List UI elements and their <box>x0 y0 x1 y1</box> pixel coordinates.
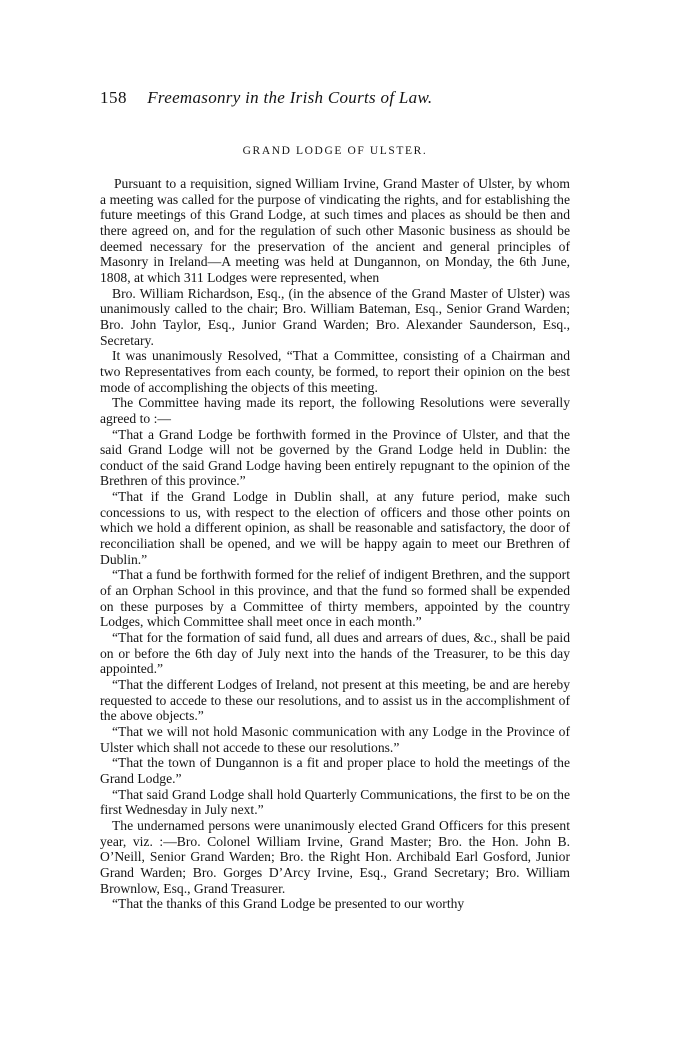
paragraph-requisition: Pursuant to a requisition, signed William Irvine, Grand Master of Ulster, by whom a meeting was called for the purpose of vindicating the rights, and for establishing the future meetings of this Grand Lodge, at such times and places as should be then and there agreed on, and for the regulation of such other Masonic business as should be deemed necessary for the preservation of the ancient and general principles of Masonry in Ireland—A meeting was held at Dungannon, on Monday, the 6th June, 1808, at which 311 Lodges were represented, when <box>100 176 570 285</box>
page-header <box>100 88 570 114</box>
paragraph-grand-officers: The undernamed persons were unanimously elected Grand Officers for this present year, viz. :—Bro. Colonel William Irvine, Grand Master; Bro. the Hon. John B. O’Neill, Senior Grand Warden; Bro. the Right Hon. Archibald Earl Gosford, Junior Grand Warden; Bro. Gorges D’Arcy Irvine, Esq., Grand Secretary; Bro. William Brownlow, Esq., Grand Treasurer. <box>100 817 570 896</box>
paragraph-thanks: “That the thanks of this Grand Lodge be presented to our worthy <box>112 896 465 912</box>
resolution-relief-fund: “That a fund be forthwith formed for the relief of indigent Brethren, and the support of an Orphan School in this province, and that the fund so formed shall be expended on these purposes by a Committee of thirty members, appointed by the country Lodges, which Committee shall meet once in each month.” <box>100 567 570 630</box>
paragraph-report: The Committee having made its report, the following Resolutions were severally agreed to :— <box>100 395 570 426</box>
resolution-quarterly: “That said Grand Lodge shall hold Quarterly Communications, the first to be on the first Wednesday in July next.” <box>100 786 570 818</box>
resolution-grand-lodge-ulster: “That a Grand Lodge be forthwith formed in the Province of Ulster, and that the said Grand Lodge will not be governed by the Grand Lodge held in Dublin: the conduct of the said Grand Lodge having been entirely repugnant to the opinion of the Brethren of this province.” <box>100 426 570 489</box>
resolution-other-lodges: “That the different Lodges of Ireland, not present at this meeting, be and are hereby requested to accede to these our resolutions, and to assist us in the accomplishment of the above objects.” <box>100 677 570 724</box>
resolution-dungannon: “That the town of Dungannon is a fit and proper place to hold the meetings of the Grand Lodge.” <box>100 755 570 786</box>
resolution-dues: “That for the formation of said fund, all dues and arrears of dues, &c., shall be paid on or before the 6th day of July next into the hands of the Treasurer, to be this day appointed.” <box>100 630 570 677</box>
paragraph-committee: It was unanimously Resolved, “That a Committee, consisting of a Chairman and two Representatives from each county, be formed, to report their opinion on the best mode of accomplishing the objects of this meeting. <box>100 348 570 395</box>
section-heading: GRAND LODGE OF ULSTER. <box>242 145 428 157</box>
running-title: Freemasonry in the Irish Courts of Law. <box>147 88 433 107</box>
resolution-reconciliation: “That if the Grand Lodge in Dublin shall, at any future period, make such concessions to us, with respect to the election of officers and those other points on which we hold a different opinion, as shall be reasonable and satisfactory, the door of reconciliation shall be opened, and we will be happy again to meet our Brethren of Dublin.” <box>100 489 570 567</box>
paragraph-chair: Bro. William Richardson, Esq., (in the absence of the Grand Master of Ulster) was unanimously called to the chair; Bro. William Bateman, Esq., Senior Grand Warden; Bro. John Taylor, Esq., Junior Grand Warden; Bro. Alexander Saunderson, Esq., Secretary. <box>100 285 570 348</box>
resolution-no-communication: “That we will not hold Masonic communication with any Lodge in the Province of Ulster which shall not accede to these our resolutions.” <box>100 723 570 755</box>
page-number: 158 <box>100 88 127 107</box>
body-text <box>100 176 570 912</box>
